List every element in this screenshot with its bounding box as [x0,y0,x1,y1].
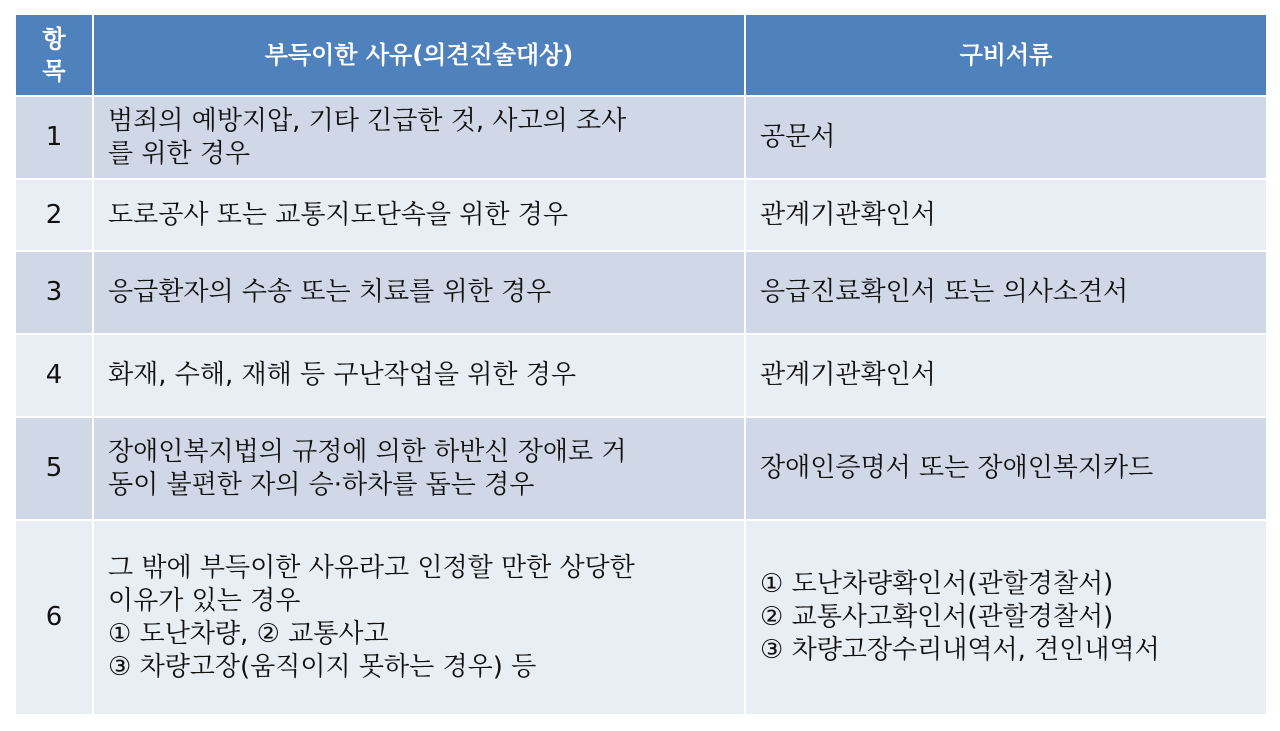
reason-line: 범죄의 예방지압, 기타 긴급한 것, 사고의 조사 [108,105,627,136]
row-docs [745,96,1267,179]
docs-line: 관계기관확인서 [760,199,936,230]
docs-line: ① 도난차량확인서(관할경찰서) [760,569,1114,599]
reason-line: 동이 불편한 자의 승·하차를 돕는 경우 [108,469,535,500]
requirements-table [14,13,1268,716]
docs-line: 장애인증명서 또는 장애인복지카드 [760,453,1154,483]
row-number: 2 [15,179,93,251]
row-number: 3 [15,251,93,334]
header-docs: 구비서류 [745,14,1267,96]
docs-line: ② 교통사고확인서(관할경찰서) [760,602,1114,632]
table-row [15,417,1267,520]
reason-line: 응급환자의 수송 또는 치료를 위한 경우 [108,277,552,307]
reason-line: 를 위한 경우 [108,138,251,169]
docs-line: 응급진료확인서 또는 의사소견서 [760,277,1129,307]
reason-line: 화재, 수해, 재해 등 구난작업을 위한 경우 [108,360,576,390]
docs-line: ③ 차량고장수리내역서, 견인내역서 [760,635,1160,665]
table-row [15,520,1267,715]
row-docs [745,520,1267,715]
reason-line: 장애인복지법의 규정에 의한 하반신 장애로 거 [108,436,627,467]
row-docs [745,417,1267,520]
row-reason [93,520,745,715]
table-row [15,96,1267,179]
row-reason [93,417,745,520]
row-reason [93,179,745,251]
row-reason [93,96,745,179]
row-number: 4 [15,334,93,417]
row-reason [93,334,745,417]
reason-line: 그 밖에 부득이한 사유라고 인정할 만한 상당한 [108,552,635,583]
docs-line: 공문서 [760,122,836,152]
docs-line: 관계기관확인서 [760,360,936,390]
reason-line: ① 도난차량, ② 교통사고 [108,618,389,649]
table-row [15,179,1267,251]
header-item: 항목 [15,14,93,96]
reason-line: 도로공사 또는 교통지도단속을 위한 경우 [108,199,569,230]
table-row [15,251,1267,334]
reason-line: 이유가 있는 경우 [108,585,301,616]
row-docs [745,251,1267,334]
row-number: 5 [15,417,93,520]
row-number: 6 [15,520,93,715]
row-docs [745,179,1267,251]
table-header-row [15,14,1267,96]
row-number: 1 [15,96,93,179]
reason-line: ③ 차량고장(움직이지 못하는 경우) 등 [108,651,537,682]
row-docs [745,334,1267,417]
row-reason [93,251,745,334]
table-row [15,334,1267,417]
header-reason: 부득이한 사유(의견진술대상) [93,14,745,96]
